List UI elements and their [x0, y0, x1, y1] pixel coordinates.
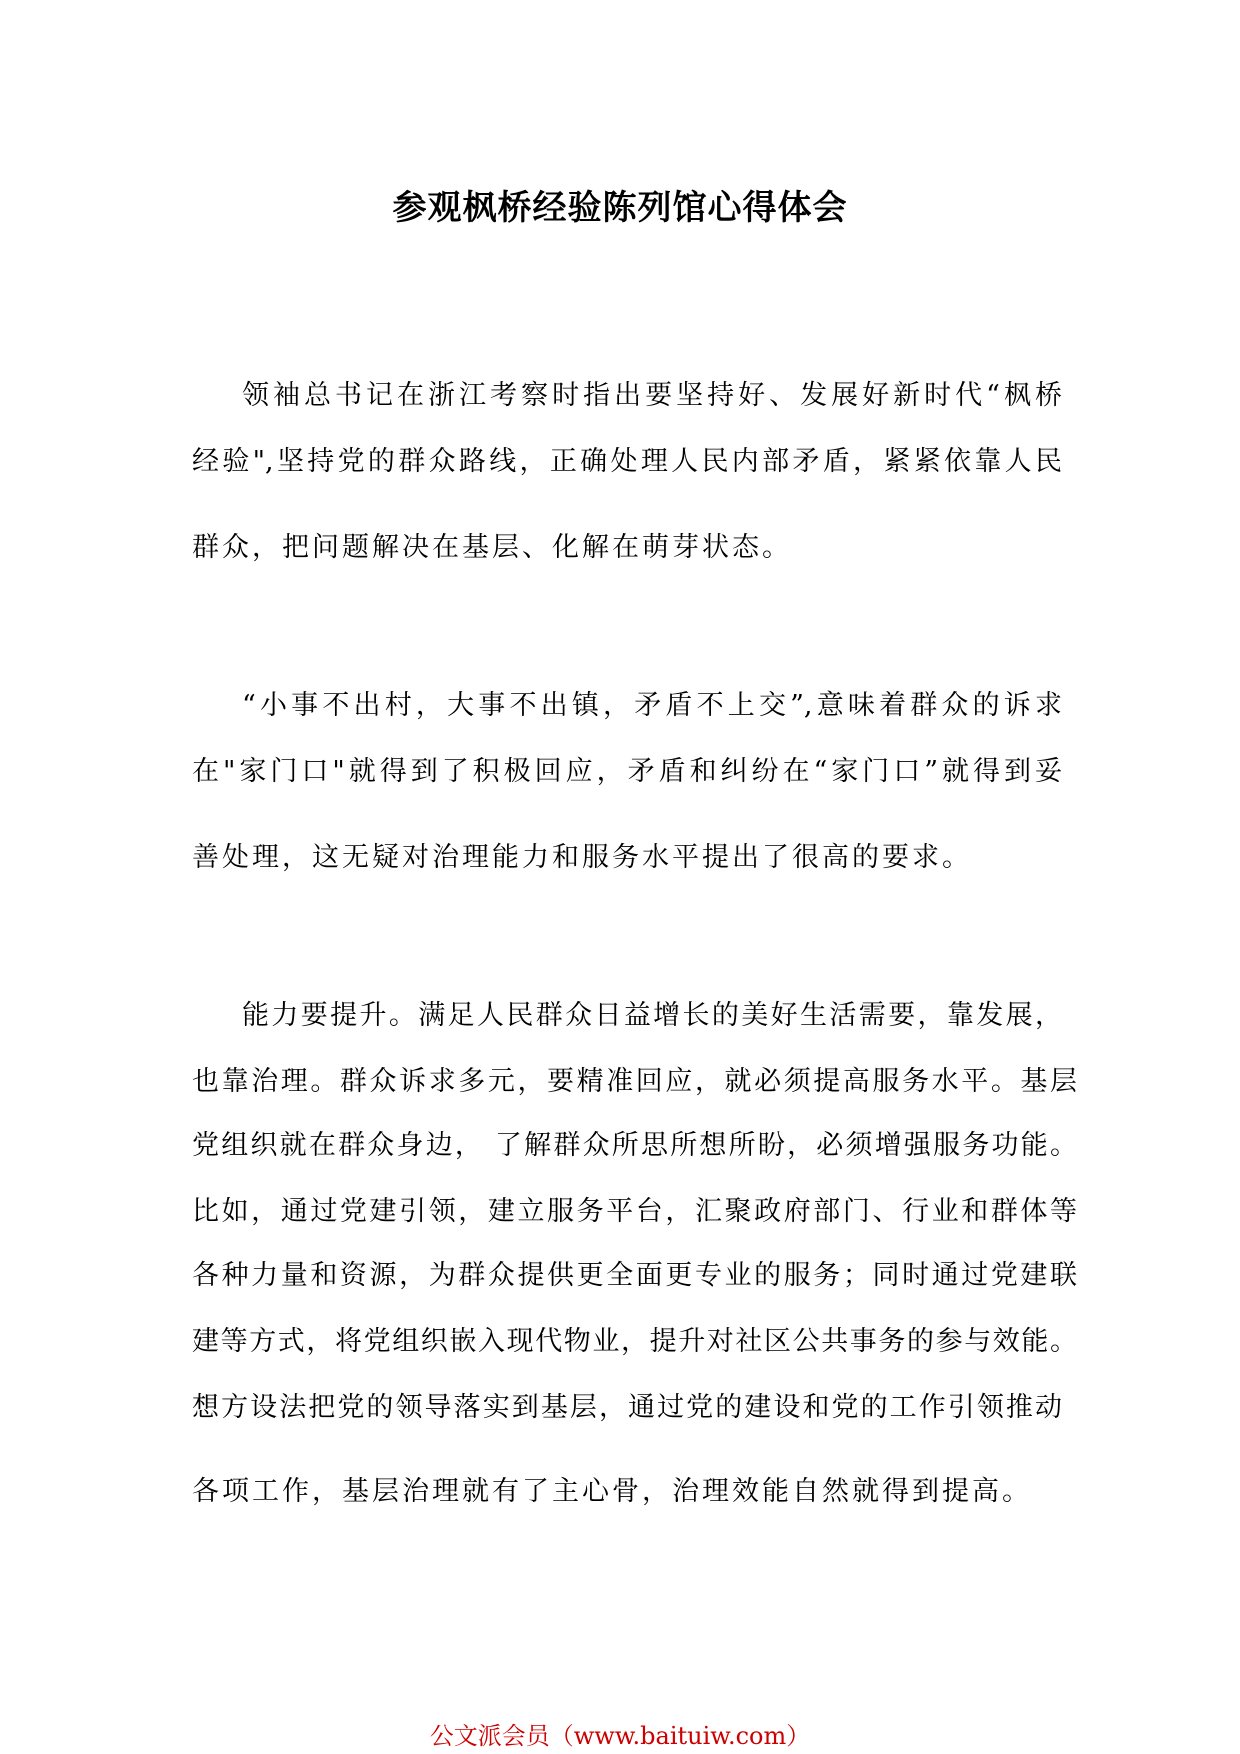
paragraph-line: 也靠治理。群众诉求多元，要精准回应，就必须提高服务水平。基层 [192, 1066, 1077, 1097]
paragraph-line: 各项工作，基层治理就有了主心骨，治理效能自然就得到提高。 [192, 1476, 1032, 1507]
paragraph-line: 能力要提升。满足人民群众日益增长的美好生活需要，靠发展， [242, 1000, 1062, 1031]
paragraph-line: 比如，通过党建引领，建立服务平台，汇聚政府部门、行业和群体等 [192, 1196, 1077, 1227]
paragraph-line: 建等方式，将党组织嵌入现代物业，提升对社区公共事务的参与效能。 [192, 1326, 1077, 1357]
paragraph-line: 领袖总书记在浙江考察时指出要坚持好、发展好新时代“枫桥 [242, 380, 1062, 411]
paragraph-line: 党组织就在群众身边， 了解群众所思所想所盼，必须增强服务功能。 [192, 1130, 1077, 1161]
paragraph-line: 善处理，这无疑对治理能力和服务水平提出了很高的要求。 [192, 842, 972, 873]
document-title: 参观枫桥经验陈列馆心得体会 [392, 188, 848, 228]
paragraph-line: 经验",坚持党的群众路线，正确处理人民内部矛盾，紧紧依靠人民 [192, 446, 1062, 477]
paragraph-line: 想方设法把党的领导落实到基层，通过党的建设和党的工作引领推动 [192, 1392, 1062, 1423]
paragraph-line: 群众，把问题解决在基层、化解在萌芽状态。 [192, 532, 792, 563]
paragraph-line: “小事不出村，大事不出镇，矛盾不上交”,意味着群众的诉求 [242, 690, 1062, 721]
footer-watermark: 公文派会员（www.baituiw.com） [429, 1722, 811, 1750]
paragraph-line: 在"家门口"就得到了积极回应，矛盾和纠纷在“家门口”就得到妥 [192, 756, 1062, 787]
paragraph-line: 各种力量和资源，为群众提供更全面更专业的服务；同时通过党建联 [192, 1260, 1077, 1291]
